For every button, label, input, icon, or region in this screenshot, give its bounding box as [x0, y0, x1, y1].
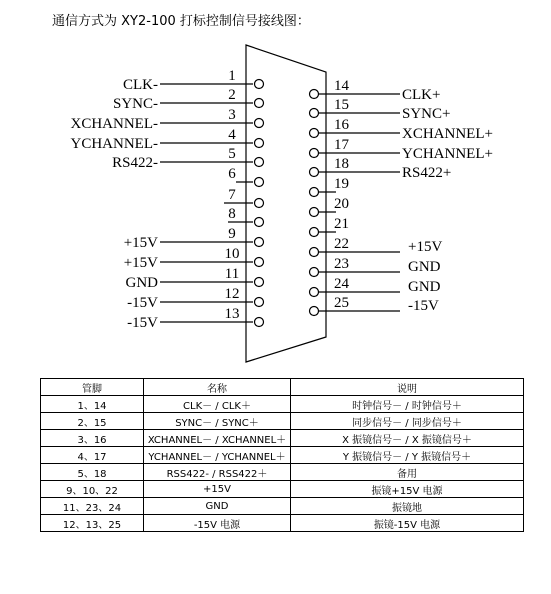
cell-pins: 9、10、22 [41, 481, 144, 498]
cell-name: -15V 电源 [144, 515, 291, 532]
pin-number: 12 [224, 286, 240, 302]
cell-name: SYNC－ / SYNC＋ [144, 413, 291, 430]
pin-label: GND [125, 275, 158, 291]
table-row [41, 396, 524, 413]
pin-number: 25 [334, 295, 349, 311]
pin-label: -15V [127, 315, 158, 331]
cell-pins: 11、23、24 [41, 498, 144, 515]
pin-label: -15V [408, 298, 439, 314]
intro-caption: 通信方式为 XY2-100 打标控制信号接线图： [52, 14, 310, 29]
pin-label: XCHANNEL+ [402, 126, 493, 142]
pin-18-contact [310, 168, 319, 177]
table-row [41, 481, 524, 498]
table-row [41, 430, 524, 447]
cell-pins: 2、15 [41, 413, 144, 430]
pin-label: YCHANNEL- [70, 136, 158, 152]
pin-number: 16 [334, 117, 349, 133]
cell-description: Y 振镜信号－ / Y 振镜信号＋ [291, 447, 524, 464]
pin-label: CLK+ [402, 87, 441, 103]
pin-number: 1 [228, 68, 236, 84]
pin-6-contact [255, 178, 264, 187]
pin-number: 9 [228, 226, 236, 242]
pin-label: +15V [408, 239, 443, 255]
pin-label: GND [408, 259, 441, 275]
cell-description: 振镜地 [291, 498, 524, 515]
table-header-row [41, 379, 524, 396]
pin-10-contact [255, 258, 264, 267]
cell-description: 振镜-15V 电源 [291, 515, 524, 532]
pin-21-contact [310, 228, 319, 237]
cell-description: X 振镜信号－ / X 振镜信号＋ [291, 430, 524, 447]
pin-number: 20 [334, 196, 349, 212]
pin-16-contact [310, 129, 319, 138]
cell-pins: 3、16 [41, 430, 144, 447]
pin-label: RS422+ [402, 165, 452, 181]
cell-name: +15V [144, 481, 291, 498]
pin-number: 8 [228, 206, 236, 222]
pin-label: -15V [127, 295, 158, 311]
pin-number: 2 [228, 87, 236, 103]
pin-3-contact [255, 119, 264, 128]
pin-number: 5 [228, 146, 236, 162]
pin-8-contact [255, 218, 264, 227]
pin-number: 14 [334, 78, 349, 94]
cell-name: GND [144, 498, 291, 515]
cell-name: YCHANNEL－ / YCHANNEL＋ [144, 447, 291, 464]
pin-number: 17 [334, 137, 349, 153]
pin-label: YCHANNEL+ [402, 146, 493, 162]
pin-9-contact [255, 238, 264, 247]
pin-number: 15 [334, 97, 349, 113]
pin-number: 18 [334, 156, 349, 172]
pin-description-table [40, 378, 524, 532]
cell-pins: 4、17 [41, 447, 144, 464]
table-row [41, 498, 524, 515]
header-pin: 管脚 [41, 379, 144, 396]
header-description: 说明 [291, 379, 524, 396]
table-row [41, 464, 524, 481]
pin-number: 10 [224, 246, 240, 262]
cell-description: 振镜+15V 电源 [291, 481, 524, 498]
pin-1-contact [255, 80, 264, 89]
cell-pins: 1、14 [41, 396, 144, 413]
cell-name: XCHANNEL－ / XCHANNEL＋ [144, 430, 291, 447]
pin-number: 22 [334, 236, 349, 252]
table-row [41, 447, 524, 464]
pin-13-contact [255, 318, 264, 327]
pin-2-contact [255, 99, 264, 108]
pin-number: 3 [228, 107, 236, 123]
pin-17-contact [310, 149, 319, 158]
pin-number: 19 [334, 176, 349, 192]
pin-25-contact [310, 307, 319, 316]
pin-number: 21 [334, 216, 349, 232]
pin-5-contact [255, 158, 264, 167]
table-row [41, 515, 524, 532]
pin-23-contact [310, 268, 319, 277]
pin-label: XCHANNEL- [70, 116, 158, 132]
pin-7-contact [255, 199, 264, 208]
cell-description: 备用 [291, 464, 524, 481]
pin-19-contact [310, 188, 319, 197]
pin-22-contact [310, 248, 319, 257]
pin-20-contact [310, 208, 319, 217]
pin-label: +15V [123, 255, 158, 271]
pin-12-contact [255, 298, 264, 307]
pin-number: 11 [224, 266, 240, 282]
pin-number: 24 [334, 276, 349, 292]
pin-number: 13 [224, 306, 240, 322]
pin-number: 23 [334, 256, 349, 272]
pin-24-contact [310, 288, 319, 297]
cell-description: 同步信号－ / 同步信号＋ [291, 413, 524, 430]
pin-label: GND [408, 279, 441, 295]
pin-4-contact [255, 139, 264, 148]
pin-label: RS422- [112, 155, 158, 171]
pin-number: 6 [228, 166, 236, 182]
pin-15-contact [310, 109, 319, 118]
pin-label: SYNC- [112, 96, 158, 112]
cell-description: 时钟信号－ / 时钟信号＋ [291, 396, 524, 413]
cell-name: RSS422- / RSS422＋ [144, 464, 291, 481]
cell-pins: 5、18 [41, 464, 144, 481]
pin-14-contact [310, 90, 319, 99]
pin-11-contact [255, 278, 264, 287]
cell-name: CLK－ / CLK＋ [144, 396, 291, 413]
table-row [41, 413, 524, 430]
header-name: 名称 [144, 379, 291, 396]
pin-number: 4 [228, 127, 236, 143]
pin-label: +15V [123, 235, 158, 251]
pin-number: 7 [228, 187, 236, 203]
cell-pins: 12、13、25 [41, 515, 144, 532]
pin-label: SYNC+ [402, 106, 451, 122]
pin-label: CLK- [123, 77, 158, 93]
